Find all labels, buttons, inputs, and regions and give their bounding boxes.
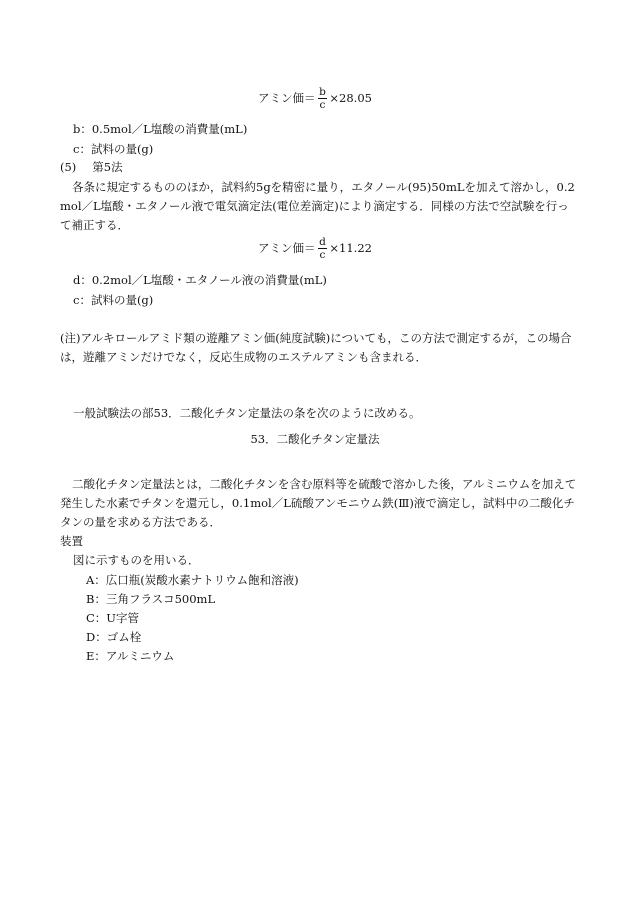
formula-1-numerator: b: [319, 86, 326, 98]
formula-2-denominator: c: [319, 249, 326, 261]
formula-1-denominator: c: [319, 99, 326, 111]
definition-c-2: c：試料の量(g): [73, 293, 154, 307]
apparatus-item-c: C：U字管: [86, 611, 139, 625]
formula-2-label: アミン価＝: [258, 241, 316, 255]
formula-1-label: アミン価＝: [258, 91, 316, 105]
amine-value-formula-1: [258, 86, 372, 111]
note-paragraph: (注)アルキロールアミド類の遊離アミン価(純度試験)についても，この方法で測定するが，この場合は，遊離アミンだけでなく，反応生成物のエステルアミンも含まれる．: [60, 331, 572, 364]
formula-2-multiplier: ×11.22: [329, 241, 372, 255]
method-5-title: 第5法: [92, 160, 123, 174]
apparatus-item-d: D：ゴム栓: [86, 630, 142, 644]
definition-b: b：0.5mol／L塩酸の消費量(mL): [73, 122, 248, 136]
definition-d: d：0.2mol／L塩酸・エタノール液の消費量(mL): [73, 273, 327, 287]
formula-1-fraction: [318, 86, 328, 111]
apparatus-heading: 装置: [60, 534, 83, 548]
method-5-body: 各条に規定するもののほか，試料約5gを精密に量り，エタノール(95)50mLを加えて溶かし，0.2mol／L塩酸・エタノール液で電気滴定法(電位差滴定)により滴定する．同様の方法で空試験を行って補正する．: [60, 180, 575, 232]
formula-2-numerator: d: [319, 236, 326, 248]
method-5-heading: [60, 158, 123, 177]
apparatus-item-a: A：広口瓶(炭酸水素ナトリウム飽和溶液): [86, 573, 299, 587]
apparatus-item-b: B：三角フラスコ500mL: [86, 592, 216, 606]
amine-value-formula-2: [258, 236, 372, 261]
definition-c-1: c：試料の量(g): [73, 142, 154, 156]
amendment-line: 一般試験法の部53．二酸化チタン定量法の条を次のように改める。: [73, 406, 421, 420]
apparatus-intro: 図に示すものを用いる．: [73, 553, 200, 567]
apparatus-item-e: E：アルミニウム: [86, 649, 175, 663]
formula-2-fraction: [318, 236, 328, 261]
method-5-number: (5): [60, 160, 77, 174]
formula-1-multiplier: ×28.05: [329, 91, 372, 105]
section-body: 二酸化チタン定量法とは，二酸化チタンを含む原料等を硫酸で溶かした後，アルミニウムを加えて発生した水素でチタンを還元し，0.1mol／L硫酸アンモニウム鉄(Ⅲ)液で滴定し，試料中の二酸化チタンの量を求める方法である．: [60, 477, 577, 529]
section-title: 53．二酸化チタン定量法: [250, 432, 380, 446]
